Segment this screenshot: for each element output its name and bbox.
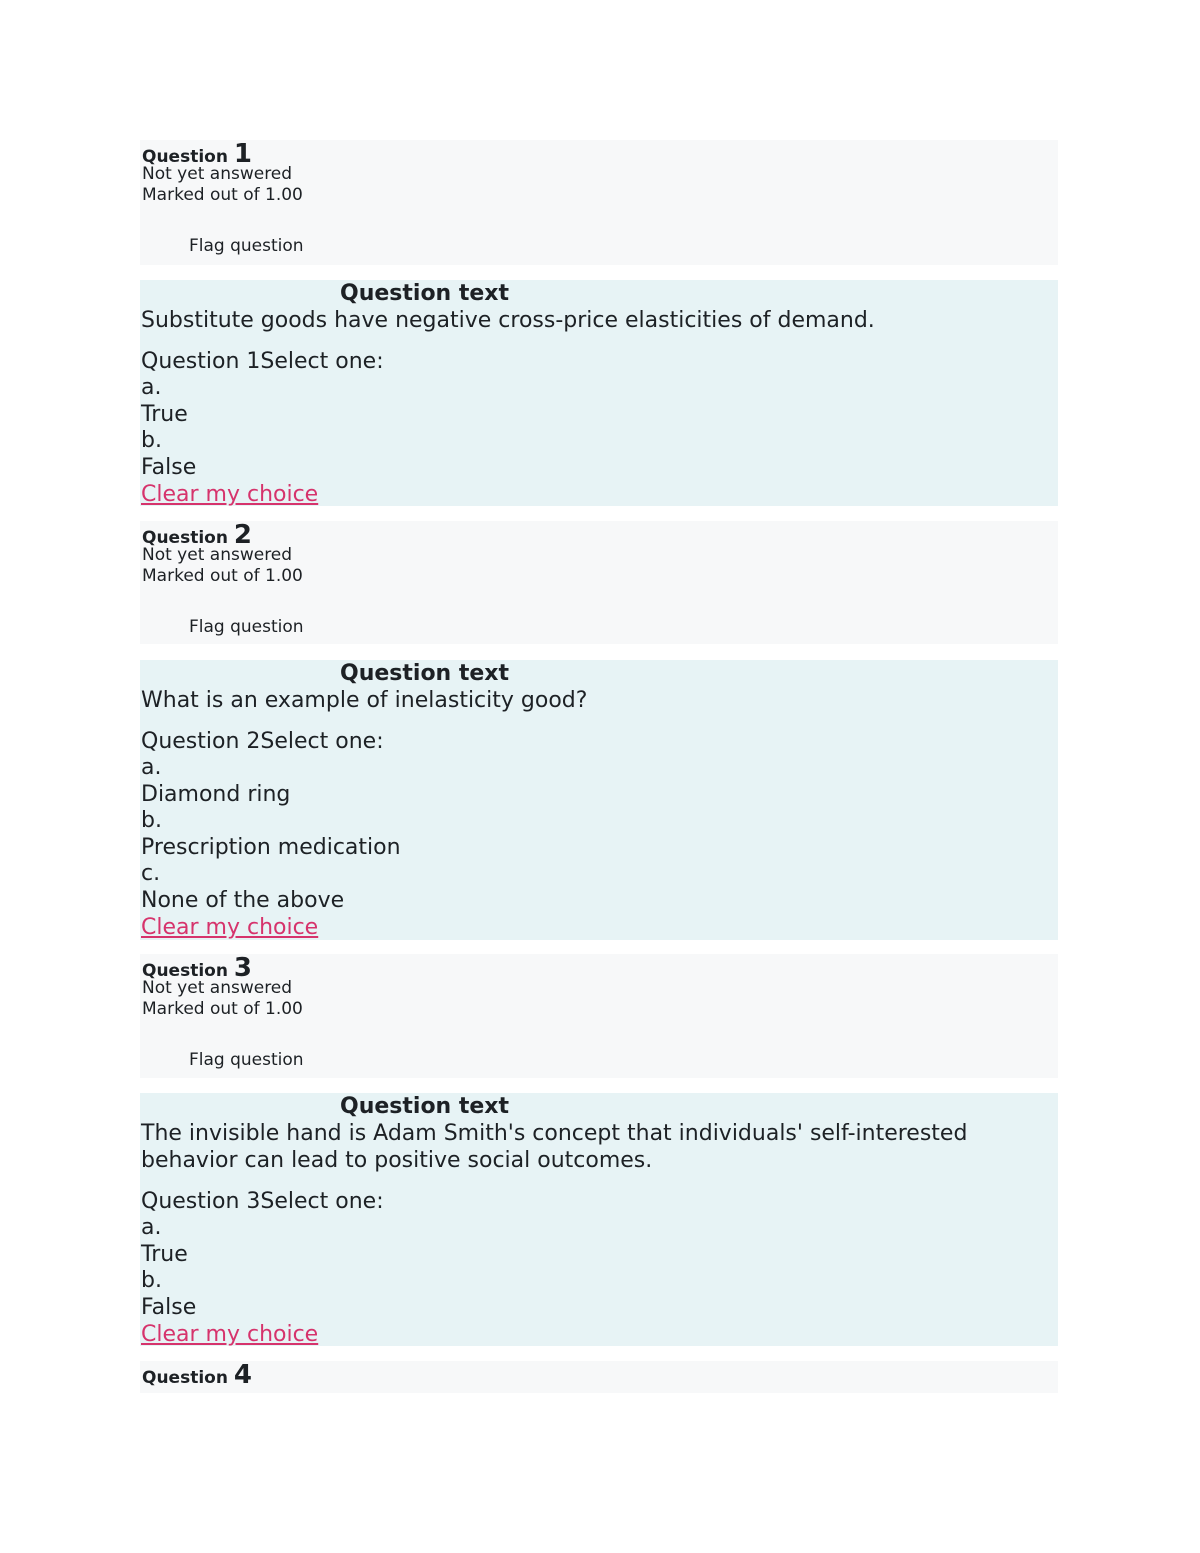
option-c-label[interactable]: None of the above [141,887,345,913]
question-4-info [140,1361,1058,1393]
question-2-content [140,660,1058,940]
question-number: 1 [233,139,252,169]
question-text-line-2: behavior can lead to positive social outcomes. [141,1148,653,1173]
question-text: Substitute goods have negative cross-price elasticities of demand. [141,308,875,333]
clear-my-choice-link[interactable]: Clear my choice [141,915,319,940]
option-b-label[interactable]: False [141,454,197,480]
question-1-info [140,140,1058,265]
question-label: Question [142,528,228,548]
option-a-letter[interactable]: a. [141,375,162,400]
clear-my-choice-link[interactable]: Clear my choice [141,1322,319,1347]
question-text-label: Question text [141,661,1058,687]
question-marks: Marked out of 1.00 [142,566,303,586]
option-b-letter[interactable]: b. [141,428,162,453]
question-1-heading [142,139,1058,169]
option-a-label[interactable]: True [141,401,188,427]
option-b-letter[interactable]: b. [141,808,162,833]
question-number: 2 [233,520,252,550]
question-text: What is an example of inelasticity good? [141,688,588,713]
question-marks: Marked out of 1.00 [142,999,303,1019]
option-a-letter[interactable]: a. [141,755,162,780]
question-4-heading [142,1360,1058,1390]
option-b-label[interactable]: False [141,1294,197,1320]
question-1-content [140,280,1058,506]
option-a-letter[interactable]: a. [141,1215,162,1240]
question-label: Question [142,147,228,167]
question-marks: Marked out of 1.00 [142,185,303,205]
question-2-heading [142,520,1058,550]
option-a-label[interactable]: Diamond ring [141,781,291,807]
flag-question-button[interactable]: Flag question [189,617,304,637]
question-3-content [140,1093,1058,1346]
question-text-label: Question text [141,281,1058,307]
question-state: Not yet answered [142,164,293,184]
option-b-label[interactable]: Prescription medication [141,834,401,860]
question-state: Not yet answered [142,978,293,998]
select-one-prompt: Question 2Select one: [141,729,384,754]
question-3-heading [142,953,1058,983]
question-number: 4 [233,1360,252,1390]
flag-question-button[interactable]: Flag question [189,1050,304,1070]
question-text-label: Question text [141,1094,1058,1120]
question-label: Question [142,1368,228,1388]
clear-my-choice-link[interactable]: Clear my choice [141,482,319,507]
question-text-line-1: The invisible hand is Adam Smith's concept that individuals' self-interested [141,1121,968,1146]
question-state: Not yet answered [142,545,293,565]
option-c-letter[interactable]: c. [141,861,161,886]
question-3-info [140,954,1058,1078]
option-b-letter[interactable]: b. [141,1268,162,1293]
flag-question-button[interactable]: Flag question [189,236,304,256]
select-one-prompt: Question 3Select one: [141,1189,384,1214]
question-number: 3 [233,953,252,983]
option-a-label[interactable]: True [141,1241,188,1267]
question-2-info [140,521,1058,644]
question-label: Question [142,961,228,981]
select-one-prompt: Question 1Select one: [141,349,384,374]
